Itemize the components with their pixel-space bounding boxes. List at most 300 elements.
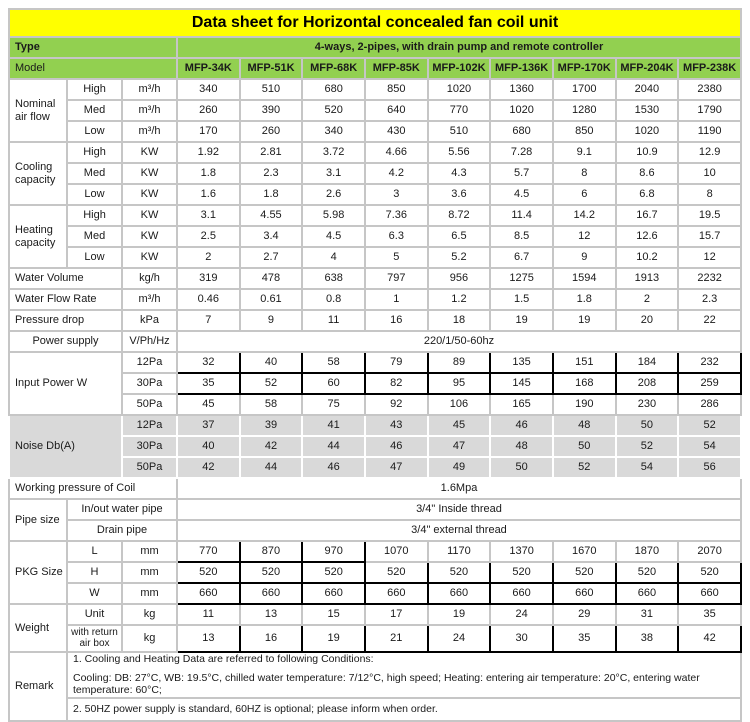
data-cell: 4 xyxy=(302,247,365,268)
data-cell: 11 xyxy=(302,310,365,331)
data-cell: 770 xyxy=(428,100,491,121)
data-cell: 17 xyxy=(365,604,428,625)
data-cell: 638 xyxy=(302,268,365,289)
data-cell: 48 xyxy=(553,415,616,436)
pipe-drain-value: 3/4" external thread xyxy=(177,520,741,541)
speed-label: Low xyxy=(67,184,122,205)
data-cell: 3.4 xyxy=(240,226,303,247)
data-cell: 7.36 xyxy=(365,205,428,226)
data-cell: 8.5 xyxy=(490,226,553,247)
data-cell: 1.8 xyxy=(177,163,240,184)
data-cell: 5.2 xyxy=(428,247,491,268)
data-cell: 9.1 xyxy=(553,142,616,163)
data-cell: 1790 xyxy=(678,100,741,121)
data-cell: 12.9 xyxy=(678,142,741,163)
data-cell: 48 xyxy=(490,436,553,457)
dim-label: W xyxy=(67,583,122,604)
data-cell: 52 xyxy=(240,373,303,394)
data-cell: 7 xyxy=(177,310,240,331)
data-cell: 660 xyxy=(302,583,365,604)
data-cell: 44 xyxy=(240,457,303,478)
data-cell: 13 xyxy=(177,625,240,652)
table-row xyxy=(9,478,741,499)
data-cell: 3.72 xyxy=(302,142,365,163)
table-row xyxy=(9,226,741,247)
data-cell: 37 xyxy=(177,415,240,436)
pipe-drain-label: Drain pipe xyxy=(67,520,177,541)
data-cell: 2380 xyxy=(678,79,741,100)
data-cell: 15.7 xyxy=(678,226,741,247)
table-row xyxy=(9,100,741,121)
data-cell: 1700 xyxy=(553,79,616,100)
data-cell: 2.3 xyxy=(240,163,303,184)
model-header: MFP-170K xyxy=(553,58,616,79)
data-cell: 4.5 xyxy=(302,226,365,247)
data-cell: 520 xyxy=(678,562,741,583)
data-cell: 520 xyxy=(616,562,679,583)
data-cell: 520 xyxy=(553,562,616,583)
data-cell: 1.6 xyxy=(177,184,240,205)
data-cell: 660 xyxy=(365,583,428,604)
data-cell: 340 xyxy=(302,121,365,142)
data-cell: 520 xyxy=(240,562,303,583)
table-row xyxy=(9,247,741,268)
data-cell: 0.46 xyxy=(177,289,240,310)
data-cell: 3.1 xyxy=(302,163,365,184)
data-cell: 3 xyxy=(365,184,428,205)
data-cell: 1.8 xyxy=(240,184,303,205)
table-row xyxy=(9,289,741,310)
data-cell: 2.7 xyxy=(240,247,303,268)
data-cell: 14.2 xyxy=(553,205,616,226)
data-cell: 640 xyxy=(365,100,428,121)
data-cell: 510 xyxy=(428,121,491,142)
data-cell: 319 xyxy=(177,268,240,289)
unit-cell: mm xyxy=(122,562,177,583)
table-row xyxy=(9,9,741,37)
data-cell: 430 xyxy=(365,121,428,142)
dim-label: L xyxy=(67,541,122,562)
data-cell: 11 xyxy=(177,604,240,625)
data-cell: 50 xyxy=(553,436,616,457)
data-cell: 1530 xyxy=(616,100,679,121)
data-cell: 6.3 xyxy=(365,226,428,247)
data-cell: 165 xyxy=(490,394,553,415)
data-cell: 44 xyxy=(302,436,365,457)
data-cell: 3.1 xyxy=(177,205,240,226)
section-label-noise: Noise Db(A) xyxy=(9,415,122,478)
section-label-heating: Heating capacity xyxy=(9,205,67,268)
data-cell: 82 xyxy=(365,373,428,394)
dim-label: H xyxy=(67,562,122,583)
data-cell: 2070 xyxy=(678,541,741,562)
data-cell: 54 xyxy=(678,436,741,457)
table-row xyxy=(9,121,741,142)
table-row xyxy=(9,562,741,583)
remark-note-1-line-1: 1. Cooling and Heating Data are referred to following Conditions: xyxy=(73,653,374,665)
data-cell: 2040 xyxy=(616,79,679,100)
data-cell: 184 xyxy=(616,352,679,373)
data-cell: 10 xyxy=(678,163,741,184)
unit-cell: kPa xyxy=(122,310,177,331)
speed-label: Med xyxy=(67,226,122,247)
data-cell: 89 xyxy=(428,352,491,373)
model-header: MFP-85K xyxy=(365,58,428,79)
section-label-pkg-size: PKG Size xyxy=(9,541,67,604)
model-header: MFP-136K xyxy=(490,58,553,79)
data-cell: 15 xyxy=(302,604,365,625)
data-cell: 660 xyxy=(428,583,491,604)
data-cell: 35 xyxy=(177,373,240,394)
data-cell: 2.81 xyxy=(240,142,303,163)
section-label-cooling: Cooling capacity xyxy=(9,142,67,205)
data-cell: 1.2 xyxy=(428,289,491,310)
table-row xyxy=(9,184,741,205)
working-pressure-value: 1.6Mpa xyxy=(177,478,741,499)
data-cell: 35 xyxy=(553,625,616,652)
data-cell: 52 xyxy=(678,415,741,436)
datasheet-table xyxy=(8,8,742,722)
data-cell: 9 xyxy=(240,310,303,331)
data-cell: 22 xyxy=(678,310,741,331)
data-cell: 1280 xyxy=(553,100,616,121)
data-cell: 151 xyxy=(553,352,616,373)
row-label-water-volume: Water Volume xyxy=(9,268,122,289)
datasheet xyxy=(8,8,742,722)
table-row xyxy=(9,331,741,352)
data-cell: 5.56 xyxy=(428,142,491,163)
data-cell: 9 xyxy=(553,247,616,268)
data-cell: 54 xyxy=(616,457,679,478)
data-cell: 850 xyxy=(365,79,428,100)
data-cell: 4.55 xyxy=(240,205,303,226)
data-cell: 75 xyxy=(302,394,365,415)
data-cell: 95 xyxy=(428,373,491,394)
weight-type-label: Unit xyxy=(67,604,122,625)
unit-cell: m³/h xyxy=(122,289,177,310)
static-pressure-label: 12Pa xyxy=(122,415,177,436)
data-cell: 6.7 xyxy=(490,247,553,268)
row-label-water-flow-rate: Water Flow Rate xyxy=(9,289,122,310)
data-cell: 4.66 xyxy=(365,142,428,163)
data-cell: 168 xyxy=(553,373,616,394)
section-label-pipe-size: Pipe size xyxy=(9,499,67,541)
data-cell: 12 xyxy=(678,247,741,268)
data-cell: 50 xyxy=(616,415,679,436)
data-cell: 45 xyxy=(428,415,491,436)
data-cell: 660 xyxy=(177,583,240,604)
table-row xyxy=(9,37,741,58)
data-cell: 1170 xyxy=(428,541,491,562)
data-cell: 4.2 xyxy=(365,163,428,184)
data-cell: 10.9 xyxy=(616,142,679,163)
model-header: MFP-68K xyxy=(302,58,365,79)
data-cell: 52 xyxy=(553,457,616,478)
data-cell: 660 xyxy=(616,583,679,604)
data-cell: 12.6 xyxy=(616,226,679,247)
static-pressure-label: 30Pa xyxy=(122,436,177,457)
speed-label: Low xyxy=(67,247,122,268)
data-cell: 56 xyxy=(678,457,741,478)
data-cell: 19 xyxy=(428,604,491,625)
data-cell: 520 xyxy=(302,100,365,121)
data-cell: 8 xyxy=(553,163,616,184)
model-header: MFP-238K xyxy=(678,58,741,79)
speed-label: High xyxy=(67,142,122,163)
data-cell: 16.7 xyxy=(616,205,679,226)
remark-note-1 xyxy=(67,652,741,698)
data-cell: 2.6 xyxy=(302,184,365,205)
speed-label: Med xyxy=(67,163,122,184)
table-row xyxy=(9,310,741,331)
table-row xyxy=(9,625,741,652)
data-cell: 660 xyxy=(490,583,553,604)
data-cell: 2 xyxy=(177,247,240,268)
table-row xyxy=(9,541,741,562)
data-cell: 7.28 xyxy=(490,142,553,163)
table-row xyxy=(9,520,741,541)
data-cell: 4.3 xyxy=(428,163,491,184)
unit-cell: KW xyxy=(122,184,177,205)
data-cell: 8 xyxy=(678,184,741,205)
data-cell: 60 xyxy=(302,373,365,394)
data-cell: 1370 xyxy=(490,541,553,562)
data-cell: 1020 xyxy=(428,79,491,100)
type-value: 4-ways, 2-pipes, with drain pump and remote controller xyxy=(177,37,741,58)
data-cell: 660 xyxy=(240,583,303,604)
row-label-pressure-drop: Pressure drop xyxy=(9,310,122,331)
data-cell: 31 xyxy=(616,604,679,625)
data-cell: 20 xyxy=(616,310,679,331)
data-cell: 49 xyxy=(428,457,491,478)
data-cell: 5.7 xyxy=(490,163,553,184)
data-cell: 8.6 xyxy=(616,163,679,184)
data-cell: 286 xyxy=(678,394,741,415)
data-cell: 46 xyxy=(490,415,553,436)
section-label-air-flow: Nominal air flow xyxy=(9,79,67,142)
unit-cell: KW xyxy=(122,142,177,163)
table-row xyxy=(9,352,741,373)
data-cell: 6 xyxy=(553,184,616,205)
data-cell: 680 xyxy=(302,79,365,100)
data-cell: 24 xyxy=(490,604,553,625)
data-cell: 13 xyxy=(240,604,303,625)
row-label-power-supply: Power supply xyxy=(9,331,122,352)
data-cell: 30 xyxy=(490,625,553,652)
data-cell: 0.8 xyxy=(302,289,365,310)
model-label: Model xyxy=(9,58,177,79)
data-cell: 92 xyxy=(365,394,428,415)
model-header: MFP-51K xyxy=(240,58,303,79)
remark-note-2: 2. 50HZ power supply is standard, 60HZ is optional; please inform when order. xyxy=(67,698,741,721)
data-cell: 956 xyxy=(428,268,491,289)
data-cell: 45 xyxy=(177,394,240,415)
data-cell: 260 xyxy=(177,100,240,121)
speed-label: Low xyxy=(67,121,122,142)
data-cell: 5.98 xyxy=(302,205,365,226)
table-row xyxy=(9,142,741,163)
data-cell: 46 xyxy=(365,436,428,457)
table-row xyxy=(9,583,741,604)
speed-label: High xyxy=(67,79,122,100)
unit-cell: KW xyxy=(122,163,177,184)
data-cell: 2 xyxy=(616,289,679,310)
model-header: MFP-204K xyxy=(616,58,679,79)
data-cell: 16 xyxy=(365,310,428,331)
unit-cell: m³/h xyxy=(122,100,177,121)
table-row xyxy=(9,163,741,184)
model-header: MFP-102K xyxy=(428,58,491,79)
data-cell: 21 xyxy=(365,625,428,652)
data-cell: 1.5 xyxy=(490,289,553,310)
table-row xyxy=(9,205,741,226)
data-cell: 2232 xyxy=(678,268,741,289)
data-cell: 660 xyxy=(678,583,741,604)
data-cell: 1913 xyxy=(616,268,679,289)
data-cell: 1360 xyxy=(490,79,553,100)
data-cell: 520 xyxy=(365,562,428,583)
data-cell: 19.5 xyxy=(678,205,741,226)
data-cell: 1670 xyxy=(553,541,616,562)
power-supply-value: 220/1/50-60hz xyxy=(177,331,741,352)
data-cell: 18 xyxy=(428,310,491,331)
data-cell: 47 xyxy=(365,457,428,478)
data-cell: 47 xyxy=(428,436,491,457)
section-label-remark: Remark xyxy=(9,652,67,721)
data-cell: 12 xyxy=(553,226,616,247)
row-label-working-pressure: Working pressure of Coil xyxy=(9,478,177,499)
data-cell: 1.8 xyxy=(553,289,616,310)
data-cell: 3.6 xyxy=(428,184,491,205)
table-row xyxy=(9,499,741,520)
data-cell: 520 xyxy=(428,562,491,583)
data-cell: 46 xyxy=(302,457,365,478)
unit-cell: kg xyxy=(122,625,177,652)
data-cell: 1070 xyxy=(365,541,428,562)
unit-cell: mm xyxy=(122,583,177,604)
data-cell: 208 xyxy=(616,373,679,394)
data-cell: 135 xyxy=(490,352,553,373)
unit-cell: kg xyxy=(122,604,177,625)
sheet-title: Data sheet for Horizontal concealed fan coil unit xyxy=(9,9,741,37)
static-pressure-label: 12Pa xyxy=(122,352,177,373)
data-cell: 4.5 xyxy=(490,184,553,205)
data-cell: 1275 xyxy=(490,268,553,289)
data-cell: 520 xyxy=(490,562,553,583)
data-cell: 19 xyxy=(553,310,616,331)
section-label-input-power: Input Power W xyxy=(9,352,122,415)
data-cell: 170 xyxy=(177,121,240,142)
static-pressure-label: 30Pa xyxy=(122,373,177,394)
data-cell: 1020 xyxy=(616,121,679,142)
data-cell: 870 xyxy=(240,541,303,562)
speed-label: Med xyxy=(67,100,122,121)
data-cell: 1 xyxy=(365,289,428,310)
data-cell: 520 xyxy=(302,562,365,583)
data-cell: 1594 xyxy=(553,268,616,289)
data-cell: 797 xyxy=(365,268,428,289)
speed-label: High xyxy=(67,205,122,226)
data-cell: 1.92 xyxy=(177,142,240,163)
data-cell: 58 xyxy=(302,352,365,373)
data-cell: 11.4 xyxy=(490,205,553,226)
data-cell: 2.3 xyxy=(678,289,741,310)
data-cell: 660 xyxy=(553,583,616,604)
data-cell: 50 xyxy=(490,457,553,478)
data-cell: 770 xyxy=(177,541,240,562)
data-cell: 390 xyxy=(240,100,303,121)
unit-cell: m³/h xyxy=(122,79,177,100)
static-pressure-label: 50Pa xyxy=(122,394,177,415)
data-cell: 0.61 xyxy=(240,289,303,310)
data-cell: 29 xyxy=(553,604,616,625)
data-cell: 19 xyxy=(490,310,553,331)
table-row xyxy=(9,698,741,721)
table-row xyxy=(9,268,741,289)
unit-cell: m³/h xyxy=(122,121,177,142)
unit-cell: KW xyxy=(122,247,177,268)
data-cell: 41 xyxy=(302,415,365,436)
data-cell: 24 xyxy=(428,625,491,652)
data-cell: 39 xyxy=(240,415,303,436)
data-cell: 970 xyxy=(302,541,365,562)
weight-type-label: with return air box xyxy=(67,625,122,652)
data-cell: 106 xyxy=(428,394,491,415)
table-row xyxy=(9,58,741,79)
data-cell: 40 xyxy=(177,436,240,457)
data-cell: 6.8 xyxy=(616,184,679,205)
data-cell: 42 xyxy=(177,457,240,478)
data-cell: 145 xyxy=(490,373,553,394)
data-cell: 510 xyxy=(240,79,303,100)
data-cell: 32 xyxy=(177,352,240,373)
data-cell: 1870 xyxy=(616,541,679,562)
data-cell: 232 xyxy=(678,352,741,373)
data-cell: 38 xyxy=(616,625,679,652)
section-label-weight: Weight xyxy=(9,604,67,652)
data-cell: 35 xyxy=(678,604,741,625)
data-cell: 850 xyxy=(553,121,616,142)
data-cell: 58 xyxy=(240,394,303,415)
table-row xyxy=(9,604,741,625)
data-cell: 230 xyxy=(616,394,679,415)
pipe-inout-value: 3/4" Inside thread xyxy=(177,499,741,520)
table-row xyxy=(9,652,741,698)
unit-cell: V/Ph/Hz xyxy=(122,331,177,352)
static-pressure-label: 50Pa xyxy=(122,457,177,478)
data-cell: 42 xyxy=(240,436,303,457)
data-cell: 16 xyxy=(240,625,303,652)
type-label: Type xyxy=(9,37,177,58)
data-cell: 1020 xyxy=(490,100,553,121)
unit-cell: KW xyxy=(122,205,177,226)
table-row xyxy=(9,415,741,436)
pipe-inout-label: In/out water pipe xyxy=(67,499,177,520)
data-cell: 42 xyxy=(678,625,741,652)
model-header: MFP-34K xyxy=(177,58,240,79)
data-cell: 1190 xyxy=(678,121,741,142)
data-cell: 19 xyxy=(302,625,365,652)
data-cell: 40 xyxy=(240,352,303,373)
data-cell: 190 xyxy=(553,394,616,415)
data-cell: 680 xyxy=(490,121,553,142)
data-cell: 5 xyxy=(365,247,428,268)
unit-cell: kg/h xyxy=(122,268,177,289)
data-cell: 259 xyxy=(678,373,741,394)
data-cell: 2.5 xyxy=(177,226,240,247)
unit-cell: mm xyxy=(122,541,177,562)
data-cell: 8.72 xyxy=(428,205,491,226)
